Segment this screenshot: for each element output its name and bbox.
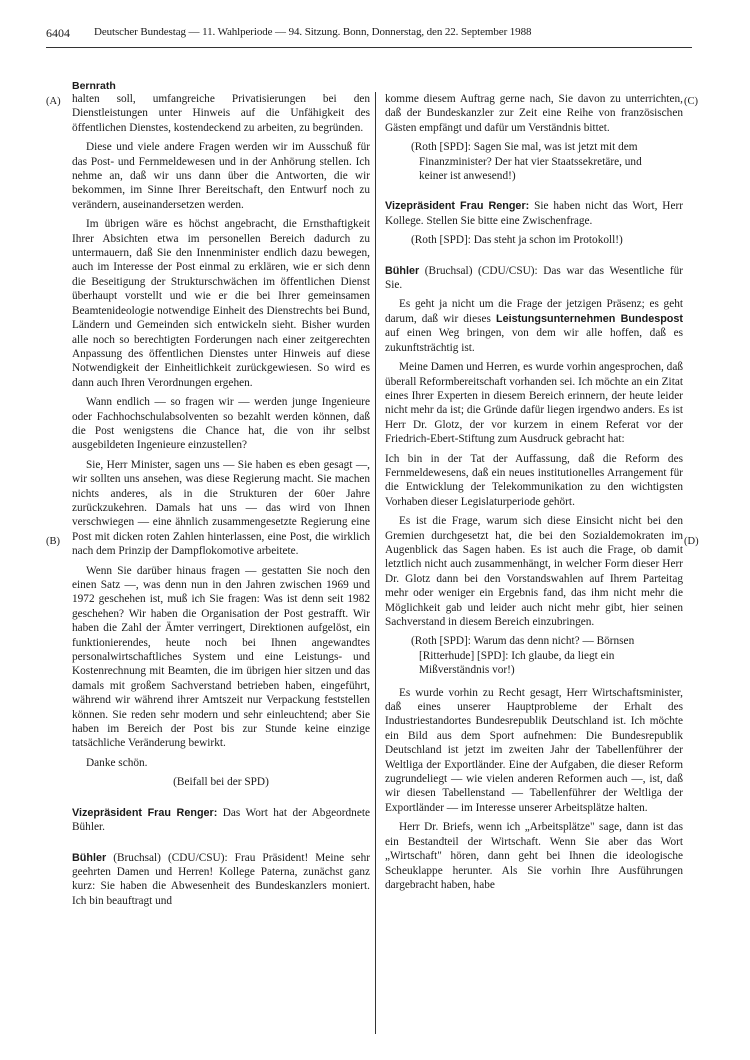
paragraph: Danke schön. [86,756,148,769]
speaker-turn [72,806,370,835]
paragraph: Wenn Sie darüber hinaus fragen — gestatten Sie noch den einen Satz —, was denn nun in den Jahren zwischen 1969 und 1972 geschehen ist, muß ich Sie fragen: Was ist denn seit 1982 geschehen? Wir haben die Organisation der Post gestrafft. Wir haben die Zahl der Ämter verringert, Direktionen aufgelöst, ein funktionierendes, heute noch bei Ihnen angewandtes personalwirtschaftliches System und eine Leistungs- und Kostenrechnung mit Beamten, die im übrigen hier sitzen und das damals mit großem Sachverstand betrieben haben, eingeführt, während wir während ihrer Amtszeit nur Verpackung feststellen können. Sie reden sehr modern und sehr einleuchtend; aber Sie haben im Bereich der Post bis zur Stunde keine einzige tatsächliche Veränderung bewirkt. [72,564,370,750]
speech-text: Sie haben nicht das Wort, Herr Kollege. Stellen Sie bitte eine Zwischenfrage. [385,200,684,227]
speaker-name: Vizepräsident Frau Renger: [385,200,530,213]
running-title: Deutscher Bundestag — 11. Wahlperiode — 94. Sitzung. Bonn, Donnerstag, den 22. September 1988 [94,26,532,38]
speaker-party: (Bruchsal) (CDU/CSU): [419,264,544,277]
paragraph: halten soll, umfangreiche Privatisierungen bei den Dienstleistungen unter Hinweis auf die Unfähigkeit des öffentlichen Dienstes, kostendeckend zu arbeiten, zu begründen. [72,93,370,134]
paragraph: Meine Damen und Herren, es wurde vorhin angesprochen, daß überall Reformbereitschaft vorhanden sei. Ich möchte an ein Zitat eines Ihrer Experten in diesem Bereich erinnern, der heute leider nicht mehr da ist; die Gründe dafür liegen irgendwo anders. Es ist Herr Dr. Glotz, der vor kurzem in einem Referat vor der Friedrich-Ebert-Stiftung zum Ausdruck gebracht hat: [385,361,683,446]
column-divider [375,92,376,1034]
page-header [46,26,688,42]
paragraph: Wann endlich — so fragen wir — werden junge Ingenieure oder Fachhochschulabsolventen so bezahlt werden können, daß die Post wenigstens die Chance hat, die von ihr selbst ausgebildeten Ingenieure einzustellen? [72,396,370,452]
paragraph: Diese und viele andere Fragen werden wir im Ausschuß für das Post- und Fernmeldewesen und in der Anhörung stellen. Ich nehme an, daß wir uns dann über die Antworten, die wir bekommen, im Sinne Ihrer Bereitschaft, den Entwurf noch zu verändern, auseinandersetzen werden. [72,141,370,211]
speaker-turn [385,264,683,293]
speech-text: Das Wort hat der Abgeordnete Bühler. [72,806,370,834]
right-column [385,92,683,897]
margin-mark-c: (C) [684,96,698,107]
margin-mark-d: (D) [684,536,699,547]
speaker-running-head: Bernrath [72,80,116,92]
text-run: auf einen Weg bringen, von dem wir alle hoffen, daß es zukunftsträchtig ist. [385,327,683,354]
paragraph: komme diesem Auftrag gerne nach, Sie davon zu unterrichten, daß der Bundeskanzler zur Zeit eine Reihe von französischen Gästen empfängt und dafür um Verständnis bittet. [385,93,683,134]
speaker-name: Bühler [385,264,420,277]
speech-text: Frau Präsident! Meine sehr geehrten Damen und Herren! Kollege Paterna, zunächst ganz kurz: Sie haben die Abwesenheit des Bundeskanzlers moniert. Ich bin beauftragt und [72,851,370,907]
interjection: (Roth [SPD]: Sagen Sie mal, was ist jetzt mit dem Finanzminister? Der hat vier Staatssekretäre, und keiner ist anwesend!) [411,141,642,183]
page-number: 6404 [46,26,70,40]
paragraph: Herr Dr. Briefs, wenn ich „Arbeitsplätze" sage, dann ist das ein Bestandteil der Wirtschaft. Wenn Sie aber das Wort „Wirtschaft" hören, dann geht bei Ihnen die ideologische Scheuklappe herunter. Als Sie vorhin Ihre Ausführungen dargebracht haben, habe [385,821,683,891]
speech-text: Das war das Wesentliche für Sie. [385,264,683,292]
left-column [72,92,370,913]
paragraph: Es ist die Frage, warum sich diese Einsicht nicht bei den Gremien durchgesetzt hat, die bei den Sozialdemokraten im Augenblick das Sagen haben. Es ist auch die Frage, ob damit letztlich nicht auch zusammenhängt, in welcher Form dieser Herr Dr. Glotz dann bei den Vorstandswahlen auf Ihrem Parteitag mehr oder weniger ein Ergebnis fand, das ihm nicht mehr die Möglichkeit gab und leider auch nicht mehr gibt, hier seinen Sachverstand in diesem Bereich einzubringen. [385,515,683,628]
speaker-turn [72,851,370,909]
applause-note: (Beifall bei der SPD) [173,776,269,789]
header-rule [46,47,692,48]
margin-mark-b: (B) [46,536,60,547]
speaker-name: Vizepräsident Frau Renger: [72,806,218,819]
text-run: Es geht ja nicht um die Frage der jetzigen Präsenz; es geht darum, daß wir dieses [385,298,683,325]
speaker-name: Bühler [72,851,107,864]
margin-mark-a: (A) [46,96,61,107]
paragraph: Im übrigen wäre es höchst angebracht, die Ernsthaftigkeit Ihrer Absichten etwa im personellen Bereich dadurch zu untermauern, daß Sie den Innenminister endlich dazu bewegen, auch im Interesse der Post einmal zu erklären, wie er sich denn die Beseitigung der Strukturschwächen im öffentlichen Dienst überhaupt vorstellt und wie er die bei Ihrer gemeinsamen Beamtenideologie notwendige Einheit des Dienstrechts bei Bund, Ländern und Gemeinden sich entwickeln sieht. Bisher wurden alle noch so berechtigten Forderungen nach einer zeitgerechten Anpassung des öffentlichen Dienstes unter Hinweis auf diese Notwendigkeit der Einheitlichkeit zurückgewiesen. So wird es dann auch Ihren Verordnungen ergehen. [72,218,370,389]
paragraph: Sie, Herr Minister, sagen uns — Sie haben es eben gesagt —, wir sollten uns ansehen, was diese Regierung macht. Sie machen nichts anderes, als in die Strukturen der 60er Jahre zurückzukehren. Damals hat uns — das wird von Ihnen verschwiegen — eine ähnlich zusammengesetzte Regierung eine Post mit dicken roten Zahlen hinterlassen, eine Post, die wirklich nach dem Prinzip der Dampflokomotive arbeitete. [72,458,370,558]
interjection: (Roth [SPD]: Warum das denn nicht? — Börnsen [Ritterhude] [SPD]: Ich glaube, da liegt ein Mißverständnis vor!) [411,635,635,677]
block-quote: Ich bin in der Tat der Auffassung, daß die Reform des Fernmeldewesens, daß ein neues institutionelles Arrangement für die Entwicklung der Telekommunikation zu den wichtigsten Vorhaben dieser Legislaturperiode gehört. [385,452,683,508]
speaker-turn [385,199,683,228]
emphasis-term: Leistungsunternehmen Bundespost [495,312,683,325]
interjection: (Roth [SPD]: Das steht ja schon im Protokoll!) [411,234,623,247]
speaker-party: (Bruchsal) (CDU/CSU): [106,851,235,864]
paragraph: Es wurde vorhin zu Recht gesagt, Herr Wirtschaftsminister, daß eines unserer Hauptprobleme der Erhalt des Industriestandortes Bundesrepublik Deutschland ist. Ich möchte ein Bild aus dem Sport aufnehmen: Die Bundesrepublik Deutschland ist jetzt im zweiten Jahr der Tabellenführer der Weltliga der Exportländer. Eine der Aufgaben, die dieser Reform zugrundeliegt — wie vielen anderen Reformen auch —, ist, daß wir diesen Tabellenstand — Tabellenführer der Weltliga der Exportländer — im Interesse unserer Arbeitsplätze halten. [385,686,683,814]
paragraph [385,297,683,355]
